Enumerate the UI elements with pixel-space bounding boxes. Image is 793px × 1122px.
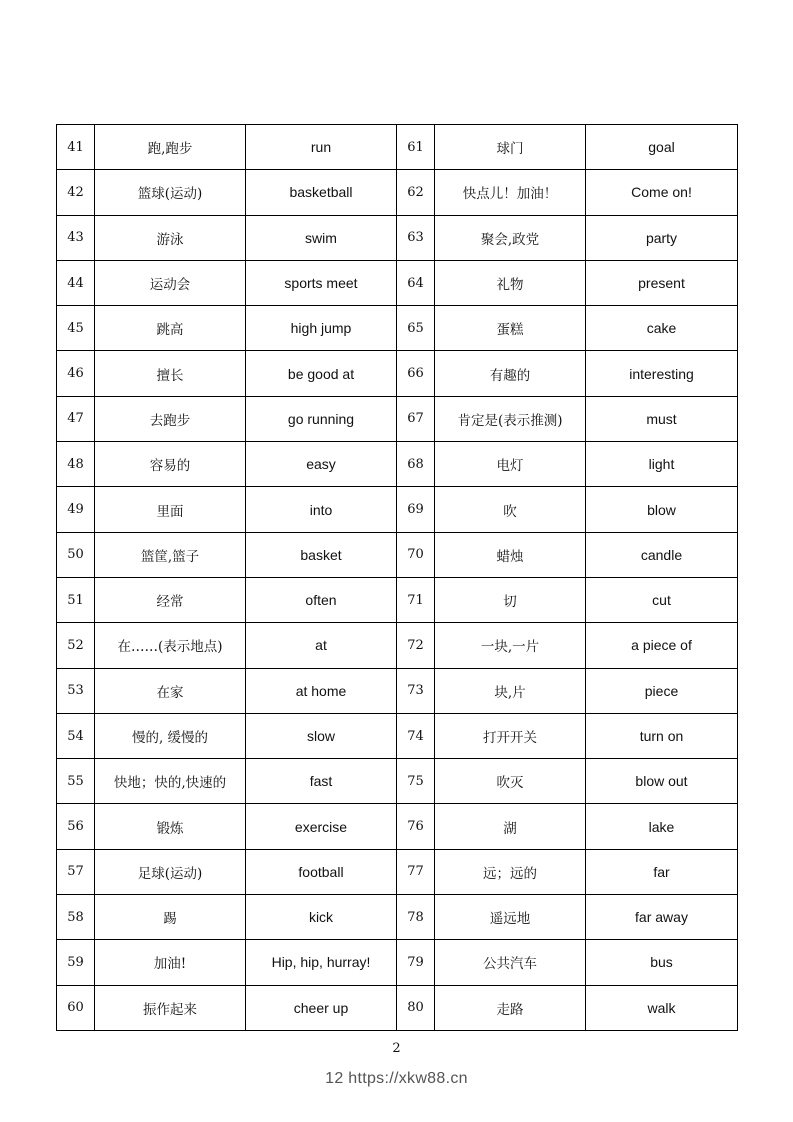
right-number-cell: 62: [397, 170, 435, 215]
left-english-cell: football: [246, 849, 397, 894]
left-number-cell: 54: [57, 713, 95, 758]
left-number-cell: 45: [57, 306, 95, 351]
left-english-cell: be good at: [246, 351, 397, 396]
right-number-cell: 63: [397, 215, 435, 260]
left-number-cell: 49: [57, 487, 95, 532]
right-number-cell: 73: [397, 668, 435, 713]
left-number-cell: 42: [57, 170, 95, 215]
right-number-cell: 68: [397, 442, 435, 487]
left-english-cell: Hip, hip, hurray!: [246, 940, 397, 985]
left-number-cell: 53: [57, 668, 95, 713]
right-english-cell: far: [586, 849, 738, 894]
right-number-cell: 71: [397, 577, 435, 622]
right-english-cell: lake: [586, 804, 738, 849]
right-chinese-cell: 电灯: [435, 442, 586, 487]
table-row: [57, 487, 738, 532]
left-number-cell: 51: [57, 577, 95, 622]
left-number-cell: 50: [57, 532, 95, 577]
right-chinese-cell: 一块,一片: [435, 623, 586, 668]
left-chinese-cell: 在……(表示地点): [95, 623, 246, 668]
right-english-cell: bus: [586, 940, 738, 985]
table-row: [57, 940, 738, 985]
right-chinese-cell: 打开开关: [435, 713, 586, 758]
left-english-cell: sports meet: [246, 260, 397, 305]
left-english-cell: easy: [246, 442, 397, 487]
table-row: [57, 985, 738, 1030]
left-english-cell: often: [246, 577, 397, 622]
left-number-cell: 48: [57, 442, 95, 487]
right-english-cell: blow out: [586, 759, 738, 804]
right-chinese-cell: 遥远地: [435, 895, 586, 940]
left-chinese-cell: 容易的: [95, 442, 246, 487]
right-chinese-cell: 礼物: [435, 260, 586, 305]
table-row: [57, 804, 738, 849]
left-chinese-cell: 篮球(运动): [95, 170, 246, 215]
left-chinese-cell: 游泳: [95, 215, 246, 260]
table-row: [57, 351, 738, 396]
right-number-cell: 75: [397, 759, 435, 804]
left-english-cell: kick: [246, 895, 397, 940]
vocabulary-table-body: [57, 125, 738, 1031]
vocabulary-table: [56, 124, 738, 1031]
left-english-cell: basketball: [246, 170, 397, 215]
table-row: [57, 442, 738, 487]
left-chinese-cell: 锻炼: [95, 804, 246, 849]
right-chinese-cell: 湖: [435, 804, 586, 849]
table-row: [57, 623, 738, 668]
right-number-cell: 79: [397, 940, 435, 985]
left-english-cell: into: [246, 487, 397, 532]
left-number-cell: 41: [57, 125, 95, 170]
table-row: [57, 170, 738, 215]
right-english-cell: turn on: [586, 713, 738, 758]
right-chinese-cell: 肯定是(表示推测): [435, 396, 586, 441]
left-chinese-cell: 擅长: [95, 351, 246, 396]
left-english-cell: cheer up: [246, 985, 397, 1030]
right-number-cell: 80: [397, 985, 435, 1030]
right-english-cell: goal: [586, 125, 738, 170]
table-row: [57, 306, 738, 351]
left-chinese-cell: 跳高: [95, 306, 246, 351]
left-english-cell: slow: [246, 713, 397, 758]
right-number-cell: 66: [397, 351, 435, 396]
left-chinese-cell: 跑,跑步: [95, 125, 246, 170]
right-chinese-cell: 块,片: [435, 668, 586, 713]
right-english-cell: piece: [586, 668, 738, 713]
right-english-cell: cut: [586, 577, 738, 622]
left-english-cell: fast: [246, 759, 397, 804]
right-chinese-cell: 公共汽车: [435, 940, 586, 985]
left-english-cell: basket: [246, 532, 397, 577]
left-chinese-cell: 运动会: [95, 260, 246, 305]
right-chinese-cell: 聚会,政党: [435, 215, 586, 260]
left-chinese-cell: 去跑步: [95, 396, 246, 441]
left-number-cell: 52: [57, 623, 95, 668]
right-english-cell: a piece of: [586, 623, 738, 668]
left-chinese-cell: 篮筐,篮子: [95, 532, 246, 577]
right-number-cell: 69: [397, 487, 435, 532]
table-row: [57, 125, 738, 170]
left-english-cell: swim: [246, 215, 397, 260]
watermark-url: 12 https://xkw88.cn: [325, 1070, 468, 1087]
left-number-cell: 47: [57, 396, 95, 441]
right-number-cell: 72: [397, 623, 435, 668]
right-english-cell: cake: [586, 306, 738, 351]
table-row: [57, 577, 738, 622]
left-english-cell: at: [246, 623, 397, 668]
table-row: [57, 759, 738, 804]
table-row: [57, 215, 738, 260]
left-number-cell: 57: [57, 849, 95, 894]
right-number-cell: 61: [397, 125, 435, 170]
left-chinese-cell: 里面: [95, 487, 246, 532]
left-number-cell: 59: [57, 940, 95, 985]
left-english-cell: go running: [246, 396, 397, 441]
left-chinese-cell: 加油!: [95, 940, 246, 985]
right-english-cell: interesting: [586, 351, 738, 396]
right-chinese-cell: 快点儿！加油！: [435, 170, 586, 215]
right-english-cell: light: [586, 442, 738, 487]
left-chinese-cell: 慢的, 缓慢的: [95, 713, 246, 758]
left-number-cell: 60: [57, 985, 95, 1030]
right-chinese-cell: 切: [435, 577, 586, 622]
right-number-cell: 78: [397, 895, 435, 940]
left-chinese-cell: 快地；快的,快速的: [95, 759, 246, 804]
left-chinese-cell: 足球(运动): [95, 849, 246, 894]
table-row: [57, 532, 738, 577]
right-chinese-cell: 球门: [435, 125, 586, 170]
table-row: [57, 895, 738, 940]
right-number-cell: 64: [397, 260, 435, 305]
right-english-cell: must: [586, 396, 738, 441]
left-chinese-cell: 踢: [95, 895, 246, 940]
left-number-cell: 58: [57, 895, 95, 940]
left-english-cell: exercise: [246, 804, 397, 849]
right-chinese-cell: 有趣的: [435, 351, 586, 396]
right-chinese-cell: 吹灭: [435, 759, 586, 804]
right-number-cell: 67: [397, 396, 435, 441]
right-english-cell: present: [586, 260, 738, 305]
left-number-cell: 46: [57, 351, 95, 396]
right-chinese-cell: 蜡烛: [435, 532, 586, 577]
right-chinese-cell: 远；远的: [435, 849, 586, 894]
left-number-cell: 55: [57, 759, 95, 804]
left-number-cell: 43: [57, 215, 95, 260]
right-english-cell: far away: [586, 895, 738, 940]
right-english-cell: blow: [586, 487, 738, 532]
table-row: [57, 668, 738, 713]
left-chinese-cell: 经常: [95, 577, 246, 622]
table-row: [57, 396, 738, 441]
right-number-cell: 76: [397, 804, 435, 849]
right-number-cell: 65: [397, 306, 435, 351]
right-chinese-cell: 蛋糕: [435, 306, 586, 351]
left-english-cell: high jump: [246, 306, 397, 351]
right-english-cell: candle: [586, 532, 738, 577]
right-number-cell: 70: [397, 532, 435, 577]
right-number-cell: 77: [397, 849, 435, 894]
right-english-cell: Come on!: [586, 170, 738, 215]
left-english-cell: at home: [246, 668, 397, 713]
right-english-cell: walk: [586, 985, 738, 1030]
right-chinese-cell: 吹: [435, 487, 586, 532]
left-english-cell: run: [246, 125, 397, 170]
left-number-cell: 44: [57, 260, 95, 305]
left-number-cell: 56: [57, 804, 95, 849]
table-row: [57, 713, 738, 758]
left-chinese-cell: 在家: [95, 668, 246, 713]
right-number-cell: 74: [397, 713, 435, 758]
right-chinese-cell: 走路: [435, 985, 586, 1030]
table-row: [57, 849, 738, 894]
table-row: [57, 260, 738, 305]
page-number: 2: [392, 1041, 401, 1056]
left-chinese-cell: 振作起来: [95, 985, 246, 1030]
right-english-cell: party: [586, 215, 738, 260]
